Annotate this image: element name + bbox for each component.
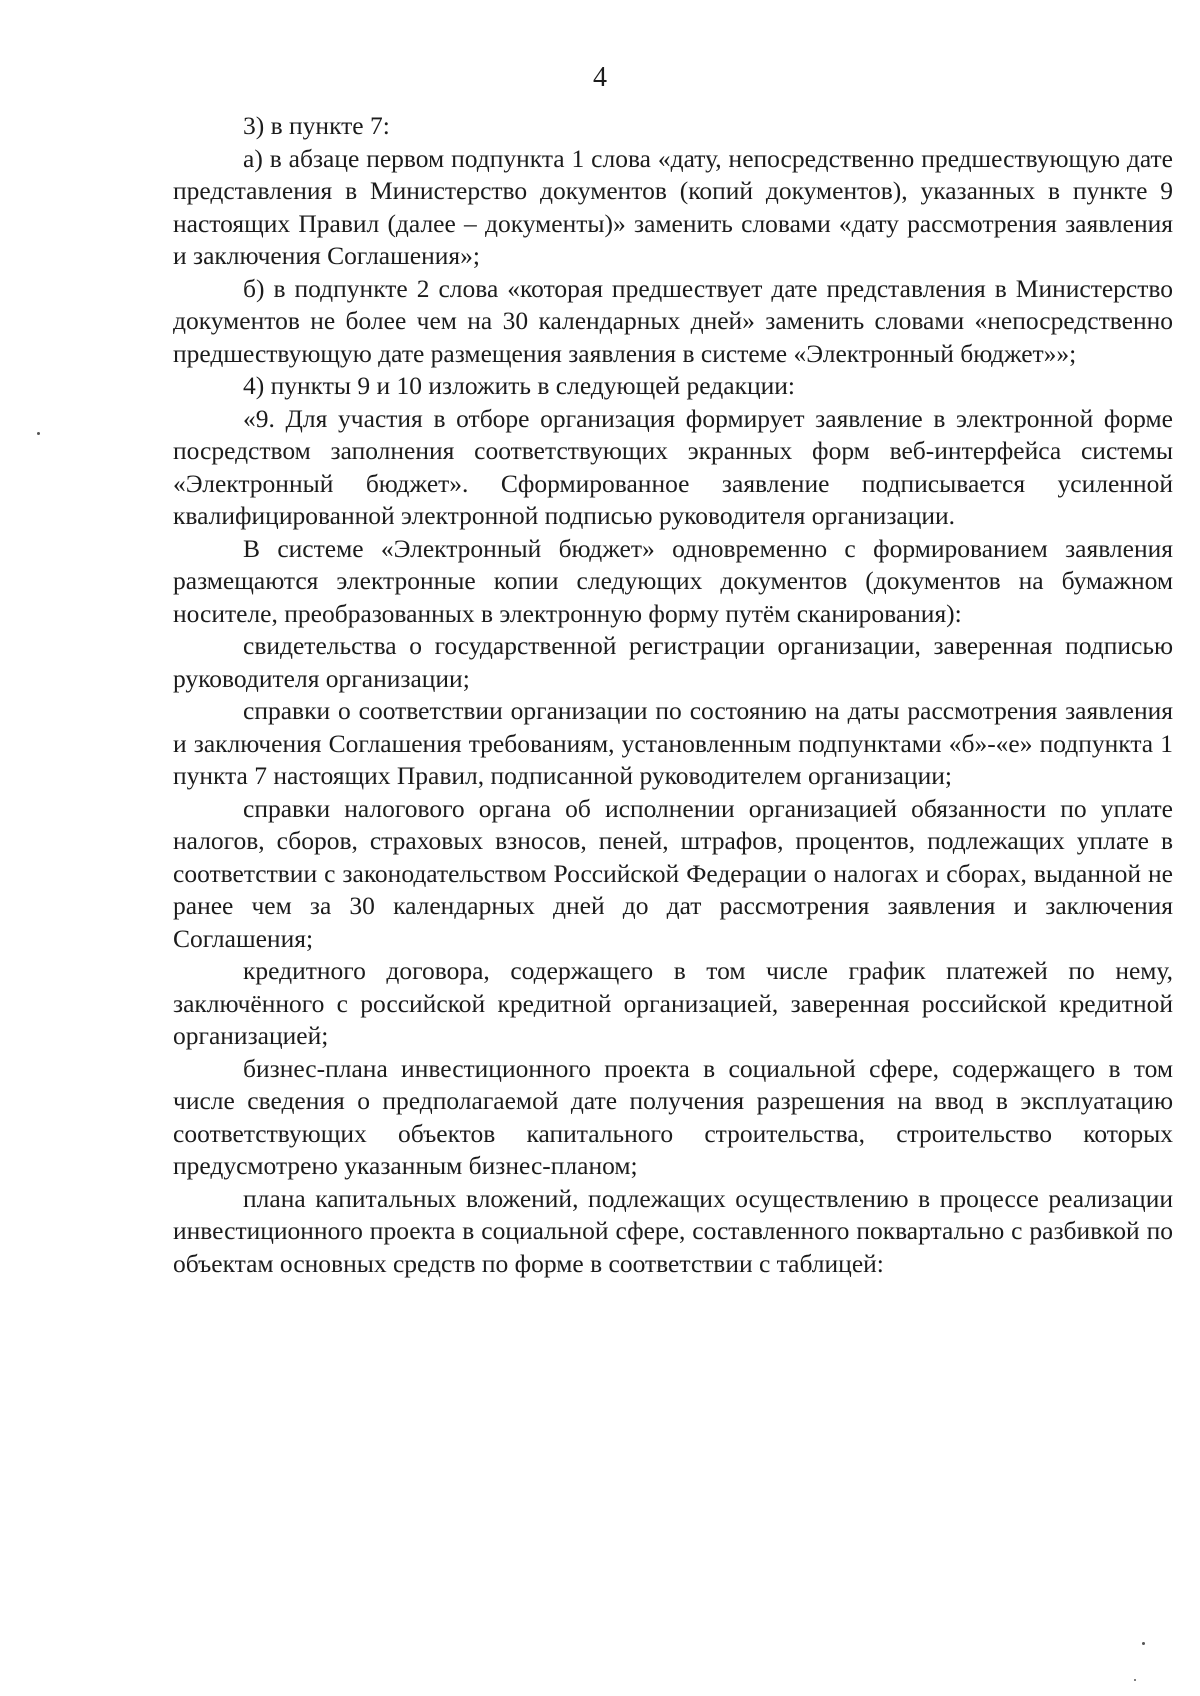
scan-speck	[1134, 1679, 1136, 1681]
paragraph-subitem-b: б) в подпункте 2 слова «которая предшествует дате представления в Министерство документов не более чем на 30 календарных дней» заменить словами «непосредственно предшествующую дате размещения заявления в системе «Электронный бюджет»»;	[173, 273, 1173, 368]
scan-speck	[37, 432, 40, 435]
page-number: 4	[593, 62, 607, 93]
paragraph-item-4-header: 4) пункты 9 и 10 изложить в следующей редакции:	[243, 371, 795, 400]
paragraph-credit-agreement: кредитного договора, содержащего в том числе график платежей по нему, заключённого с российской кредитной организацией, заверенная российской кредитной организацией;	[173, 956, 1173, 1050]
body-text	[173, 110, 1173, 1280]
paragraph-compliance-certificate: справки о соответствии организации по состоянию на даты рассмотрения заявления и заключения Соглашения требованиям, установленным подпунктами «б»-«е» подпункта 1 пункта 7 настоящих Правил, подписанной руководителем организации;	[173, 696, 1173, 790]
paragraph-capital-investment-plan: плана капитальных вложений, подлежащих осуществлению в процессе реализации инвестиционного проекта в социальной сфере, составленного поквартально с разбивкой по объектам основных средств по форме в соответствии с таблицей:	[173, 1183, 1173, 1278]
paragraph-tax-certificate: справки налогового органа об исполнении организацией обязанности по уплате налогов, сборов, страховых взносов, пеней, штрафов, процентов, подлежащих уплате в соответствии с законодательством Российской Федерации о налогах и сборах, выданной не ранее чем за 30 календарных дней до дат рассмотрения заявления и заключения Соглашения;	[173, 793, 1173, 953]
paragraph-business-plan: бизнес-плана инвестиционного проекта в социальной сфере, содержащего в том числе сведения о предполагаемой дате получения разрешения на ввод в эксплуатацию соответствующих объектов капитального строительства, строительство которых предусмотрено указанным бизнес-планом;	[173, 1053, 1173, 1180]
paragraph-documents-intro: В системе «Электронный бюджет» одновременно с формированием заявления размещаются электронные копии следующих документов (документов на бумажном носителе, преобразованных в электронную форму путём сканирования):	[173, 533, 1173, 628]
paragraph-registration-certificate: свидетельства о государственной регистрации организации, заверенная подписью руководителя организации;	[173, 631, 1173, 693]
paragraph-subitem-a: а) в абзаце первом подпункта 1 слова «дату, непосредственно предшествующую дате представления в Министерство документов (копий документов), указанных в пункте 9 настоящих Правил (далее – документы)» заменить словами «дату рассмотрения заявления и заключения Соглашения»;	[173, 143, 1173, 270]
paragraph-point-9: «9. Для участия в отборе организация формирует заявление в электронной форме посредством заполнения соответствующих экранных форм веб-интерфейса системы «Электронный бюджет». Сформированное заявление подписывается усиленной квалифицированной электронной подписью руководителя организации.	[173, 403, 1173, 530]
scan-speck	[1142, 1642, 1145, 1645]
paragraph-item-3-header: 3) в пункте 7:	[243, 111, 390, 140]
